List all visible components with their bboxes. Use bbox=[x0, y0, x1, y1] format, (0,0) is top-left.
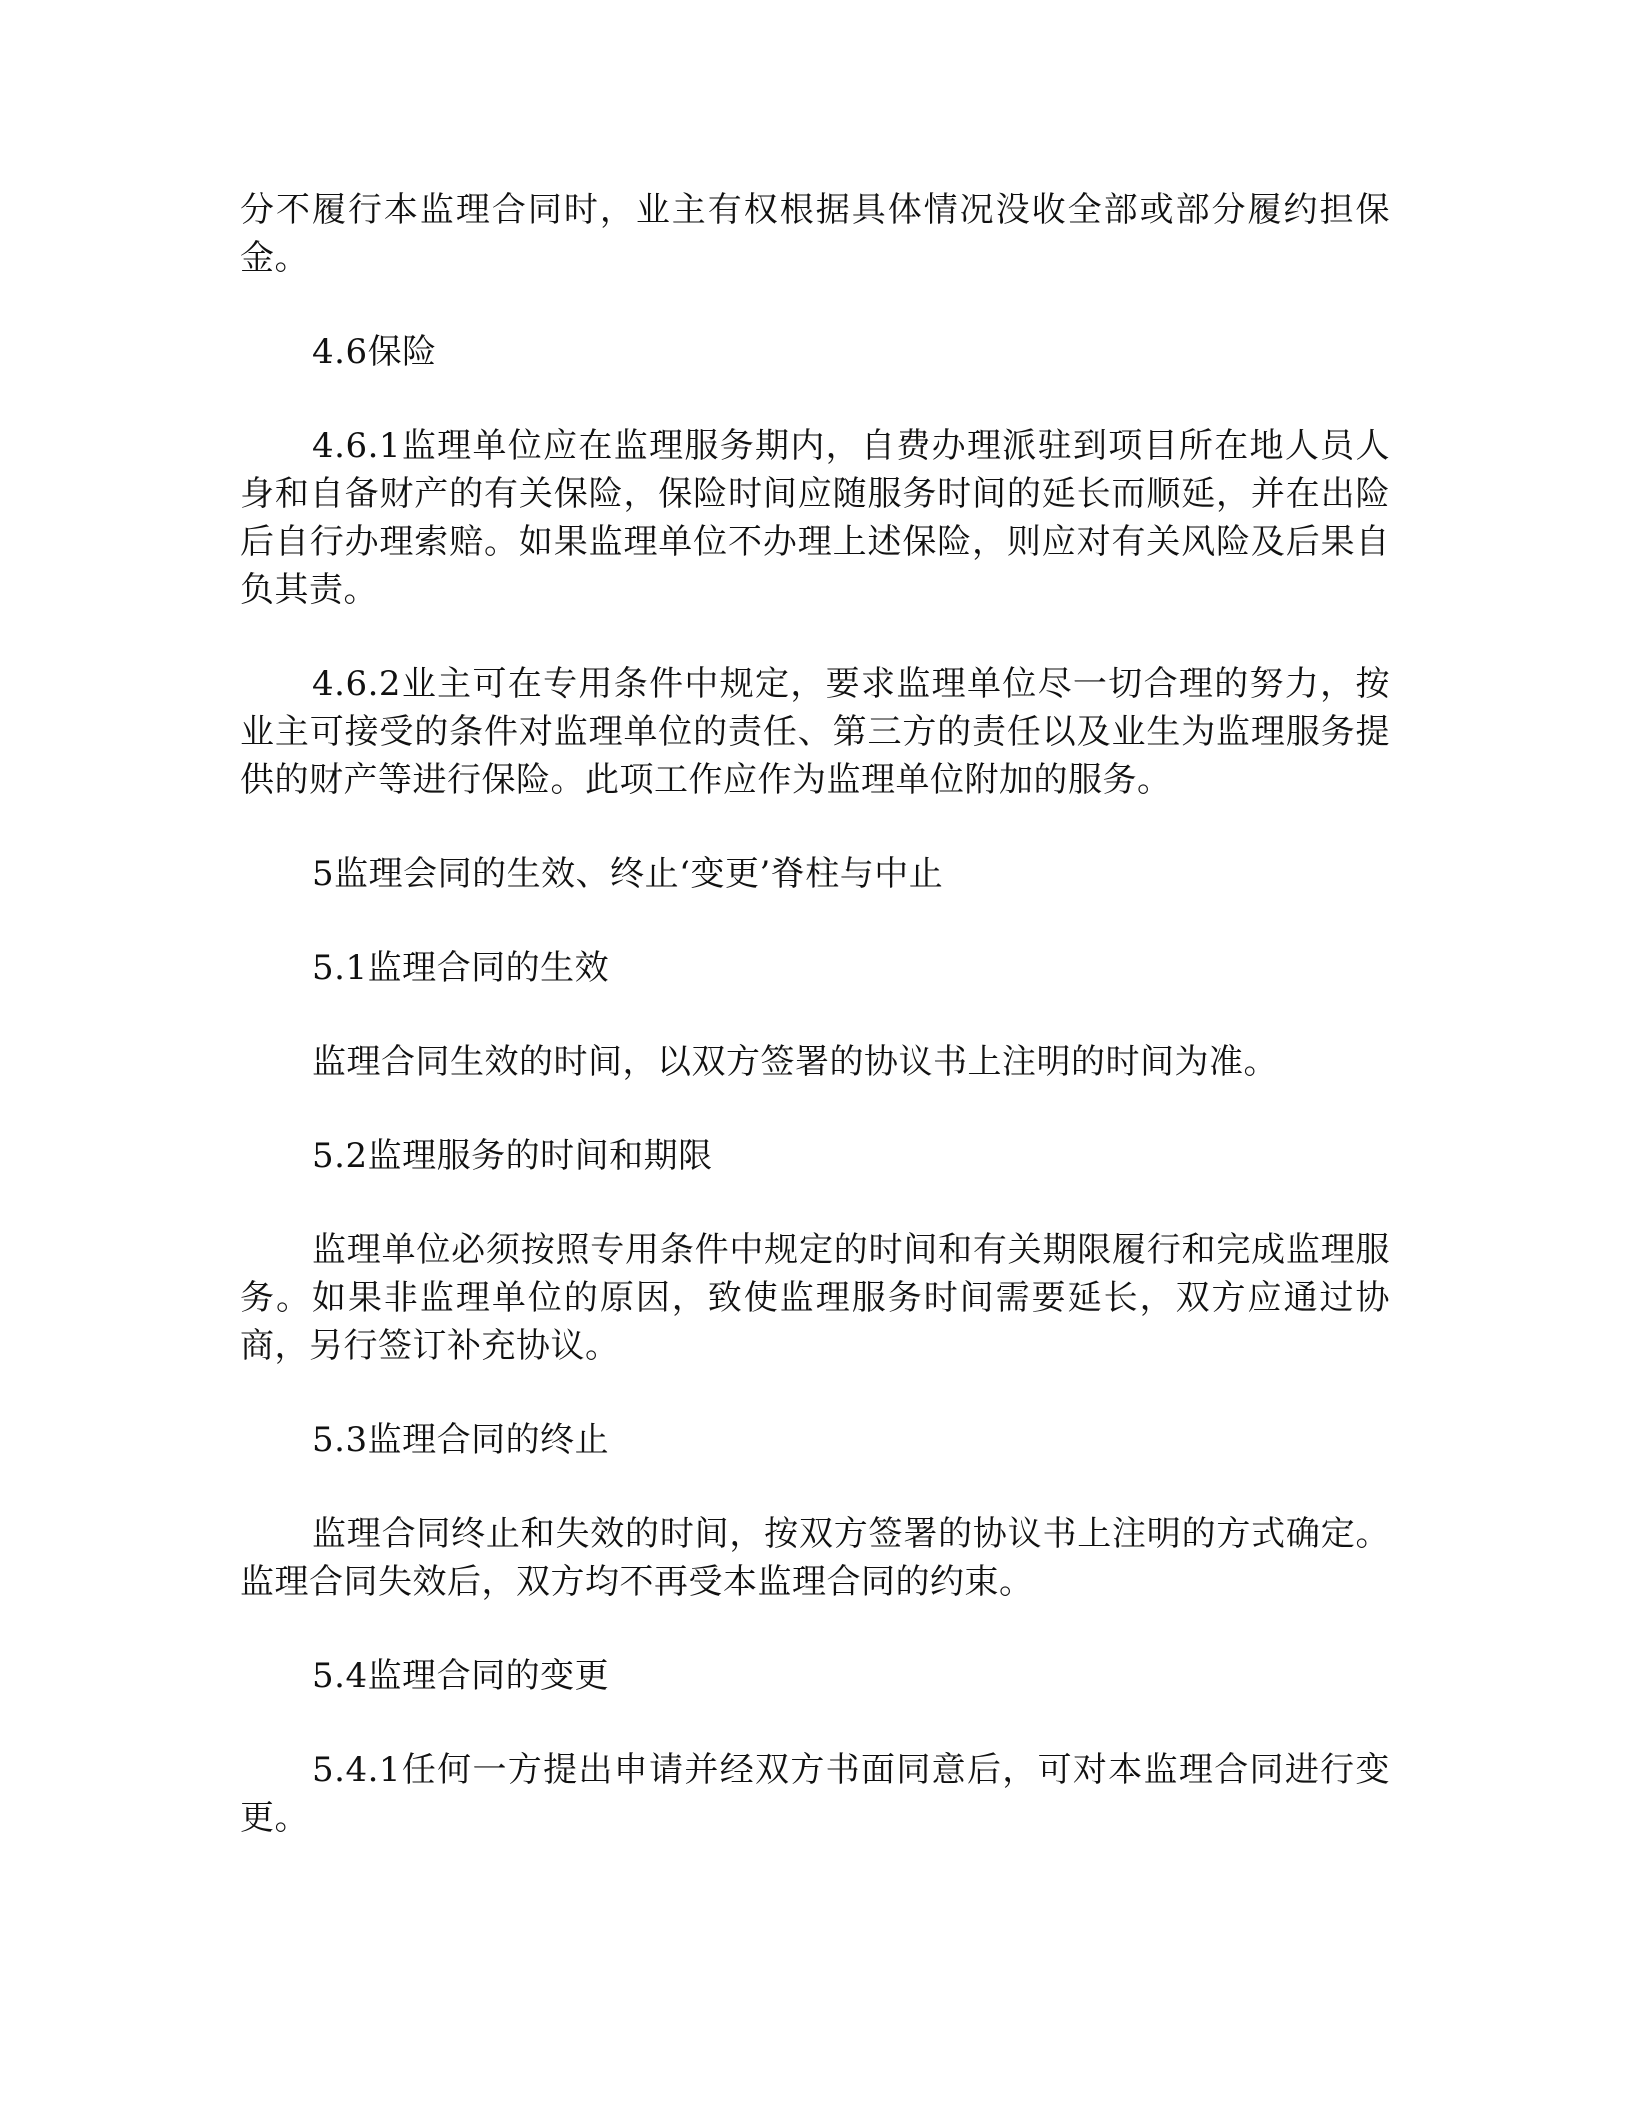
section-heading-5: 5监理会同的生效、终止‘变更’脊柱与中止 bbox=[312, 854, 944, 894]
section-heading-5-2: 5.2监理服务的时间和期限 bbox=[312, 1136, 713, 1176]
paragraph-4-6-1: 4.6.1监理单位应在监理服务期内，自费办理派驻到项目所在地人员人身和自备财产的有关保险，保险时间应随服务时间的延长而顺延，并在出险后自行办理索赔。如果监理单位不办理上述保险，则应对有关风险及后果自负其责。 bbox=[240, 426, 1390, 610]
document-page bbox=[240, 186, 1390, 1888]
section-heading-5-1: 5.1监理合同的生效 bbox=[312, 948, 610, 988]
section-heading-5-4: 5.4监理合同的变更 bbox=[312, 1656, 610, 1696]
paragraph-continuation: 分不履行本监理合同时，业主有权根据具体情况没收全部或部分履约担保金。 bbox=[240, 190, 1390, 278]
paragraph-5-2: 监理单位必须按照专用条件中规定的时间和有关期限履行和完成监理服务。如果非监理单位的原因，致使监理服务时间需要延长，双方应通过协商，另行签订补充协议。 bbox=[240, 1230, 1390, 1366]
section-heading-4-6: 4.6保险 bbox=[312, 332, 437, 372]
paragraph-5-4-1: 5.4.1任何一方提出申请并经双方书面同意后，可对本监理合同进行变更。 bbox=[240, 1750, 1390, 1838]
paragraph-5-1: 监理合同生效的时间，以双方签署的协议书上注明的时间为准。 bbox=[312, 1042, 1278, 1082]
paragraph-4-6-2: 4.6.2业主可在专用条件中规定，要求监理单位尽一切合理的努力，按业主可接受的条件对监理单位的责任、第三方的责任以及业生为监理服务提供的财产等进行保险。此项工作应作为监理单位附加的服务。 bbox=[240, 664, 1390, 800]
paragraph-5-3: 监理合同终止和失效的时间，按双方签署的协议书上注明的方式确定。监理合同失效后，双方均不再受本监理合同的约束。 bbox=[240, 1514, 1390, 1602]
section-heading-5-3: 5.3监理合同的终止 bbox=[312, 1420, 610, 1460]
